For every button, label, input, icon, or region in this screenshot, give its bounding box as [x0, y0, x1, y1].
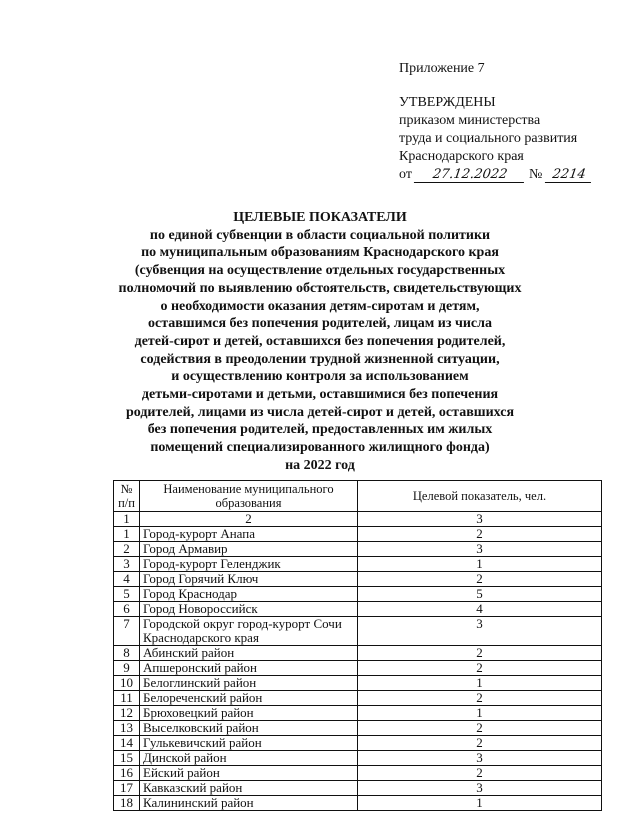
- title-line: без попечения родителей, предоставленных им жилых: [147, 422, 493, 438]
- table-header-row: [114, 481, 602, 512]
- municipality-name: Кавказский район: [140, 781, 358, 796]
- municipality-name: Гулькевичский район: [140, 736, 358, 751]
- municipality-name: Белореченский район: [140, 691, 358, 706]
- municipality-name: Город-курорт Геленджик: [140, 557, 358, 572]
- title-line: родителей, лицами из числа детей-сирот и детей, оставшихся: [125, 404, 515, 420]
- target-value: 5: [358, 587, 602, 602]
- document-title: [100, 209, 540, 475]
- title-line: на 2022 год: [285, 457, 355, 473]
- target-value: 2: [358, 721, 602, 736]
- target-value: 1: [358, 557, 602, 572]
- municipality-name: Калининский район: [140, 796, 358, 811]
- table-row: [114, 646, 602, 661]
- municipality-name: Выселковский район: [140, 721, 358, 736]
- target-value: 4: [358, 602, 602, 617]
- table-row: [114, 706, 602, 721]
- target-value: 1: [358, 796, 602, 811]
- municipality-name: Ейский район: [140, 766, 358, 781]
- target-value: 3: [358, 617, 602, 646]
- from-label: от: [399, 167, 412, 182]
- approval-line-2: труда и социального развития: [399, 131, 578, 146]
- table-row: [114, 602, 602, 617]
- row-number: 4: [114, 572, 140, 587]
- row-number: 17: [114, 781, 140, 796]
- target-value: 2: [358, 646, 602, 661]
- table-row: [114, 542, 602, 557]
- title-line: и осуществлению контроля за использованием: [171, 369, 469, 385]
- target-value: 1: [358, 706, 602, 721]
- target-value: 3: [358, 751, 602, 766]
- column-index-row: [114, 512, 602, 527]
- appendix-label: Приложение 7: [399, 61, 485, 76]
- target-value: 2: [358, 736, 602, 751]
- target-value: 2: [358, 527, 602, 542]
- table-row: [114, 736, 602, 751]
- target-value: 2: [358, 691, 602, 706]
- row-number: 9: [114, 661, 140, 676]
- table-row: [114, 751, 602, 766]
- row-number: 8: [114, 646, 140, 661]
- table-row: [114, 587, 602, 602]
- row-number: 2: [114, 542, 140, 557]
- header-municipality: Наименование муниципального образования: [140, 481, 358, 512]
- table-row: [114, 617, 602, 646]
- title-line: полномочий по выявлению обстоятельств, свидетельствующих: [118, 280, 522, 296]
- index-cell: 1: [114, 512, 140, 527]
- order-date: 27.12.2022: [414, 167, 526, 183]
- row-number: 13: [114, 721, 140, 736]
- municipality-name: Город Краснодар: [140, 587, 358, 602]
- table-row: [114, 691, 602, 706]
- title-line: помещений специализированного жилищного фонда): [150, 440, 490, 456]
- order-date-number-line: [399, 166, 619, 184]
- title-line: оставшимся без попечения родителей, лицам из числа: [147, 316, 492, 332]
- approval-line-1: приказом министерства: [399, 113, 541, 128]
- target-value: 1: [358, 676, 602, 691]
- municipality-name: Город Новороссийск: [140, 602, 358, 617]
- row-number: 16: [114, 766, 140, 781]
- table-row: [114, 676, 602, 691]
- municipality-name: Апшеронский район: [140, 661, 358, 676]
- municipality-name: Городской округ город-курорт Сочи Краснодарского края: [140, 617, 358, 646]
- target-value: 2: [358, 572, 602, 587]
- title-line: детей-сирот и детей, оставшихся без попечения родителей,: [134, 333, 506, 349]
- row-number: 1: [114, 527, 140, 542]
- row-number: 14: [114, 736, 140, 751]
- row-number: 5: [114, 587, 140, 602]
- table-row: [114, 572, 602, 587]
- title-line: по муниципальным образованиям Краснодарского края: [141, 245, 499, 261]
- municipality-name: Белоглинский район: [140, 676, 358, 691]
- index-cell: 2: [140, 512, 358, 527]
- table-row: [114, 527, 602, 542]
- table-row: [114, 661, 602, 676]
- title-line: о необходимости оказания детям-сиротам и детям,: [160, 298, 480, 314]
- approved-heading: УТВЕРЖДЕНЫ: [399, 95, 496, 110]
- table-row: [114, 796, 602, 811]
- approval-line-3: Краснодарского края: [399, 149, 524, 164]
- row-number: 7: [114, 617, 140, 646]
- target-value: 2: [358, 661, 602, 676]
- municipality-name: Абинский район: [140, 646, 358, 661]
- title-line: (субвенция на осуществление отдельных государственных: [134, 263, 506, 279]
- row-number: 12: [114, 706, 140, 721]
- row-number: 11: [114, 691, 140, 706]
- title-line: детьми-сиротами и детьми, оставшимися без попечения: [141, 387, 499, 403]
- target-value: 2: [358, 766, 602, 781]
- targets-table: [113, 480, 602, 811]
- header-number: № п/п: [114, 481, 140, 512]
- index-cell: 3: [358, 512, 602, 527]
- number-label: №: [528, 167, 543, 182]
- municipality-name: Город Горячий Ключ: [140, 572, 358, 587]
- row-number: 10: [114, 676, 140, 691]
- order-number: 2214: [545, 167, 593, 183]
- table-row: [114, 557, 602, 572]
- target-value: 3: [358, 781, 602, 796]
- title-line: ЦЕЛЕВЫЕ ПОКАЗАТЕЛИ: [233, 210, 407, 225]
- row-number: 6: [114, 602, 140, 617]
- title-line: содействия в преодолении трудной жизненной ситуации,: [140, 351, 500, 367]
- table-row: [114, 766, 602, 781]
- municipality-name: Брюховецкий район: [140, 706, 358, 721]
- header-target-value: Целевой показатель, чел.: [358, 481, 602, 512]
- row-number: 3: [114, 557, 140, 572]
- target-value: 3: [358, 542, 602, 557]
- municipality-name: Город-курорт Анапа: [140, 527, 358, 542]
- table-row: [114, 781, 602, 796]
- municipality-name: Динской район: [140, 751, 358, 766]
- approval-block: [399, 60, 619, 184]
- row-number: 15: [114, 751, 140, 766]
- row-number: 18: [114, 796, 140, 811]
- title-line: по единой субвенции в области социальной политики: [149, 227, 491, 243]
- municipality-name: Город Армавир: [140, 542, 358, 557]
- table-row: [114, 721, 602, 736]
